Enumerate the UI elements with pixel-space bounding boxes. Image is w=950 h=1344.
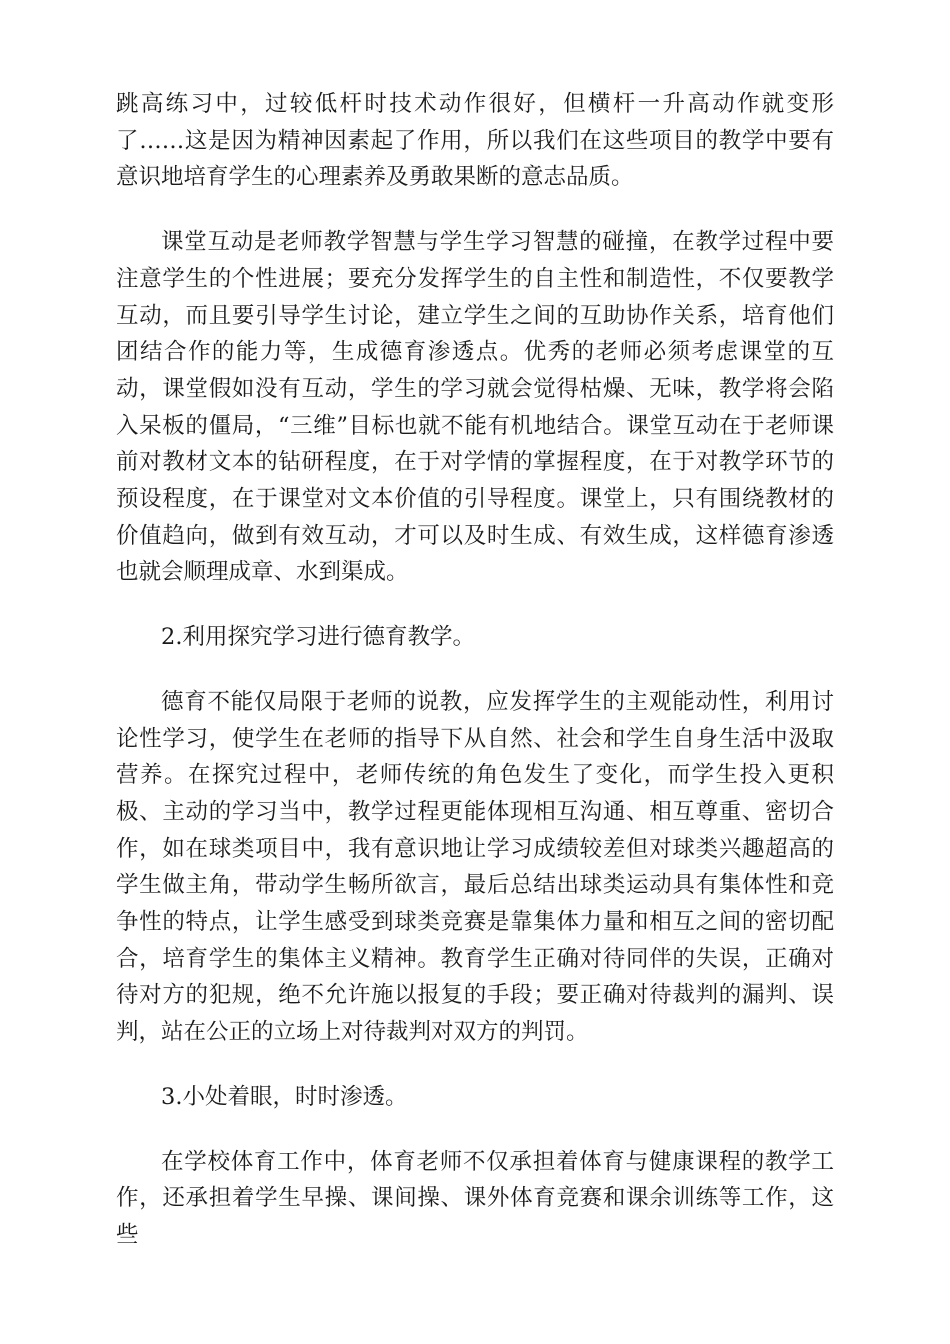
paragraph-gap xyxy=(116,656,834,684)
paragraph-inquiry-learning: 德育不能仅局限于老师的说教，应发挥学生的主观能动性，利用讨论性学习，使学生在老师的指导下从自然、社会和学生自身生活中汲取营养。在探究过程中，老师传统的角色发生了变化，而学生投入更积极、主动的学习当中，教学过程更能体现相互沟通、相互尊重、密切合作，如在球类项目中，我有意识地让学习成绩较差但对球类兴趣超高的学生做主角，带动学生畅所欲言，最后总结出球类运动具有集体性和竞争性的特点，让学生感受到球类竞赛是靠集体力量和相互之间的密切配合，培育学生的集体主义精神。教育学生正确对待同伴的失误，正确对待对方的犯规，绝不允许施以报复的手段；要正确对待裁判的漏判、误判，站在公正的立场上对待裁判对双方的判罚。 xyxy=(116,688,834,1046)
paragraph-gap xyxy=(116,1116,834,1144)
section-heading-2: 2.利用探究学习进行德育教学。 xyxy=(161,624,475,651)
section-heading-3: 3.小处着眼，时时渗透。 xyxy=(161,1083,408,1110)
paragraph-gap xyxy=(116,591,834,619)
paragraph-gap xyxy=(116,196,834,224)
paragraph-continued: 跳高练习中，过较低杆时技术动作很好，但横杆一升高动作就变形了……这是因为精神因素起了作用，所以我们在这些项目的教学中要有意识地培育学生的心理素养及勇敢果断的意志品质。 xyxy=(116,91,834,191)
document-page xyxy=(116,86,834,1254)
paragraph-school-pe-work: 在学校体育工作中，体育老师不仅承担着体育与健康课程的教学工作，还承担着学生早操、课间操、课外体育竞赛和课余训练等工作，这些 xyxy=(116,1148,834,1248)
paragraph-classroom-interaction: 课堂互动是老师教学智慧与学生学习智慧的碰撞，在教学过程中要注意学生的个性进展；要充分发挥学生的自主性和制造性，不仅要教学互动，而且要引导学生讨论，建立学生之间的互助协作关系，培育他们团结合作的能力等，生成德育渗透点。优秀的老师必须考虑课堂的互动，课堂假如没有互动，学生的学习就会觉得枯燥、无味，教学将会陷入呆板的僵局，“三维”目标也就不能有机地结合。课堂互动在于老师课前对教材文本的钻研程度，在于对学情的掌握程度，在于对教学环节的预设程度，在于课堂对文本价值的引导程度。课堂上，只有围绕教材的价值趋向，做到有效互动，才可以及时生成、有效生成，这样德育渗透也就会顺理成章、水到渠成。 xyxy=(116,229,834,586)
paragraph-gap xyxy=(116,1051,834,1079)
